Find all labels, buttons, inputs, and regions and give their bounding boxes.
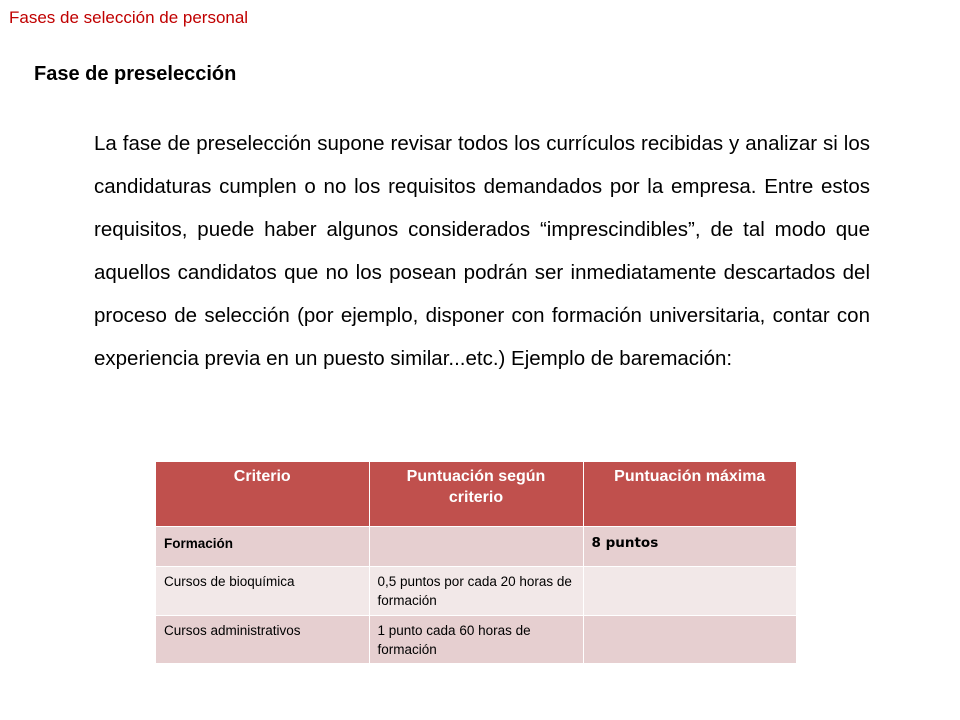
cell-puntuacion-segun-criterio: 1 punto cada 60 horas de formación (369, 615, 583, 663)
table-row (156, 615, 796, 663)
cell-puntuacion-segun-criterio (369, 526, 583, 566)
scoring-table (156, 462, 796, 663)
cell-puntuacion-maxima (583, 615, 796, 663)
cell-puntuacion-maxima: 8 puntos (583, 526, 796, 566)
header-puntuacion-maxima: Puntuación máxima (583, 462, 796, 526)
cell-puntuacion-maxima (583, 566, 796, 615)
cell-criterio: Formación (156, 526, 369, 566)
section-heading: Fase de preselección (34, 63, 237, 85)
header-criterio: Criterio (156, 462, 369, 526)
header-puntuacion-segun-criterio: Puntuación según criterio (369, 462, 583, 526)
table-row (156, 566, 796, 615)
cell-criterio: Cursos de bioquímica (156, 566, 369, 615)
slide-title: Fases de selección de personal (9, 8, 249, 27)
table-header-row (156, 462, 796, 526)
cell-criterio: Cursos administrativos (156, 615, 369, 663)
table-row (156, 526, 796, 566)
body-paragraph: La fase de preselección supone revisar todos los currículos recibidas y analizar si los candidaturas cumplen o no los requisitos demandados por la empresa. Entre estos requisitos, puede haber algunos considerados “imprescindibles”, de tal modo que aquellos candidatos que no los posean podrán ser inmediatamente descartados del proceso de selección (por ejemplo, disponer con formación universitaria, contar con experiencia previa en un puesto similar...etc.) Ejemplo de baremación: (94, 132, 870, 370)
cell-puntuacion-segun-criterio: 0,5 puntos por cada 20 horas de formación (369, 566, 583, 615)
